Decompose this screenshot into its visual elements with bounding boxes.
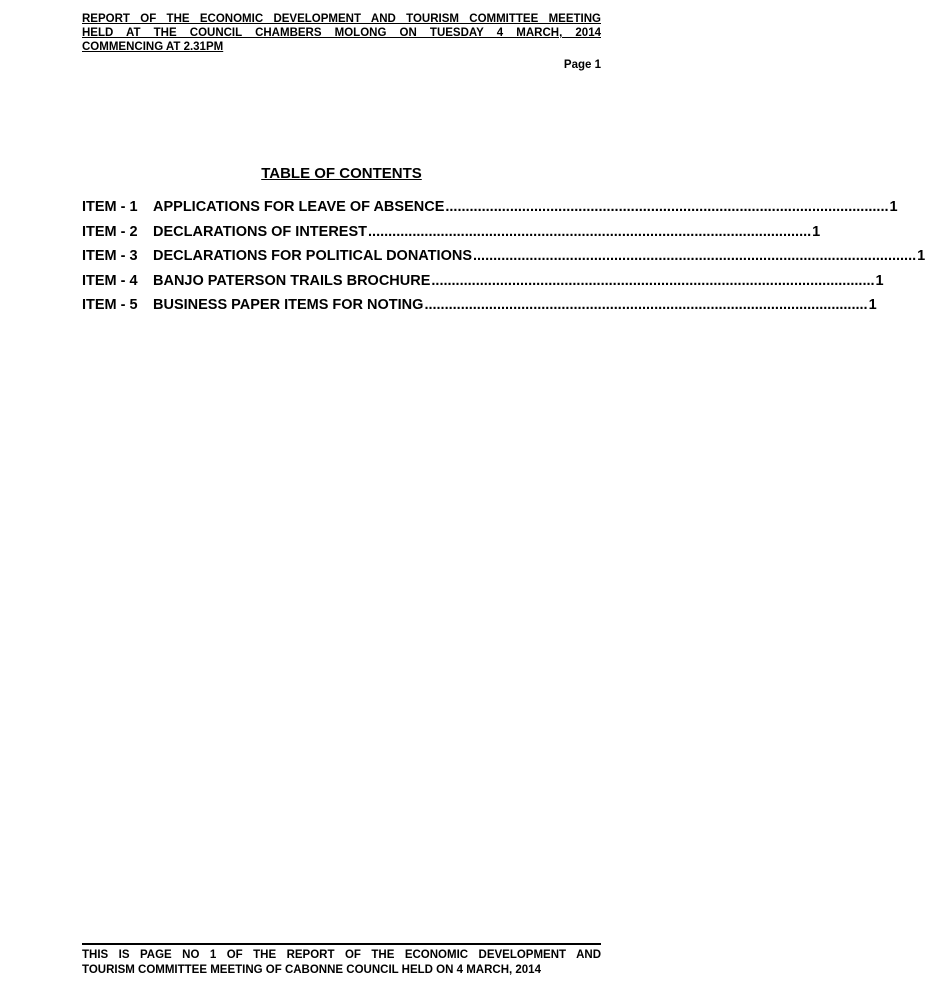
page-number: Page 1 — [563, 59, 601, 71]
header-line-1: REPORT OF THE ECONOMIC DEVELOPMENT AND TOURISM COMMITTEE MEETING — [82, 13, 601, 25]
table-of-contents — [82, 199, 925, 322]
page-footer — [82, 943, 601, 977]
toc-entry-number: ITEM - 2 — [82, 223, 138, 240]
toc-title: TABLE OF CONTENTS — [261, 165, 422, 182]
report-header — [82, 12, 601, 54]
header-line-2: HELD AT THE COUNCIL CHAMBERS MOLONG ON TUESDAY 4 MARCH, 2014 — [82, 27, 601, 39]
toc-entry-page: 1 — [875, 272, 884, 289]
toc-entry-title: DECLARATIONS OF INTEREST — [153, 223, 368, 240]
toc-entry-page: 1 — [889, 199, 898, 215]
dot-leader: .............................................................................................................. — [368, 223, 812, 240]
toc-entry-page: 1 — [868, 297, 877, 313]
toc-entry-title: DECLARATIONS FOR POLITICAL DONATIONS — [153, 248, 472, 264]
toc-entry-number: ITEM - 3 — [82, 248, 138, 264]
dot-leader: .............................................................................................................. — [445, 199, 889, 215]
toc-entry-number: ITEM - 5 — [82, 297, 138, 313]
toc-entry-number: ITEM - 4 — [82, 272, 138, 289]
footer-line-1: THIS IS PAGE NO 1 OF THE REPORT OF THE ECONOMIC DEVELOPMENT AND — [82, 949, 601, 961]
toc-entry-title: APPLICATIONS FOR LEAVE OF ABSENCE — [153, 199, 445, 215]
toc-entry-page: 1 — [812, 223, 821, 240]
toc-entry-3[interactable] — [82, 248, 925, 273]
toc-entry-title: BANJO PATERSON TRAILS BROCHURE — [153, 272, 431, 289]
toc-entry-2[interactable] — [82, 223, 821, 249]
toc-entry-1[interactable] — [82, 199, 898, 224]
toc-entry-title: BUSINESS PAPER ITEMS FOR NOTING — [153, 297, 424, 313]
header-line-3: COMMENCING AT 2.31PM — [82, 41, 224, 53]
toc-entry-4[interactable] — [82, 272, 884, 298]
toc-entry-page: 1 — [917, 248, 925, 264]
toc-entry-number: ITEM - 1 — [82, 199, 138, 215]
dot-leader: .............................................................................................................. — [431, 272, 875, 289]
dot-leader: .............................................................................................................. — [424, 297, 868, 313]
footer-line-2: TOURISM COMMITTEE MEETING OF CABONNE COUNCIL HELD ON 4 MARCH, 2014 — [82, 963, 541, 976]
dot-leader: .............................................................................................................. — [473, 248, 917, 264]
toc-entry-5[interactable] — [82, 297, 877, 322]
